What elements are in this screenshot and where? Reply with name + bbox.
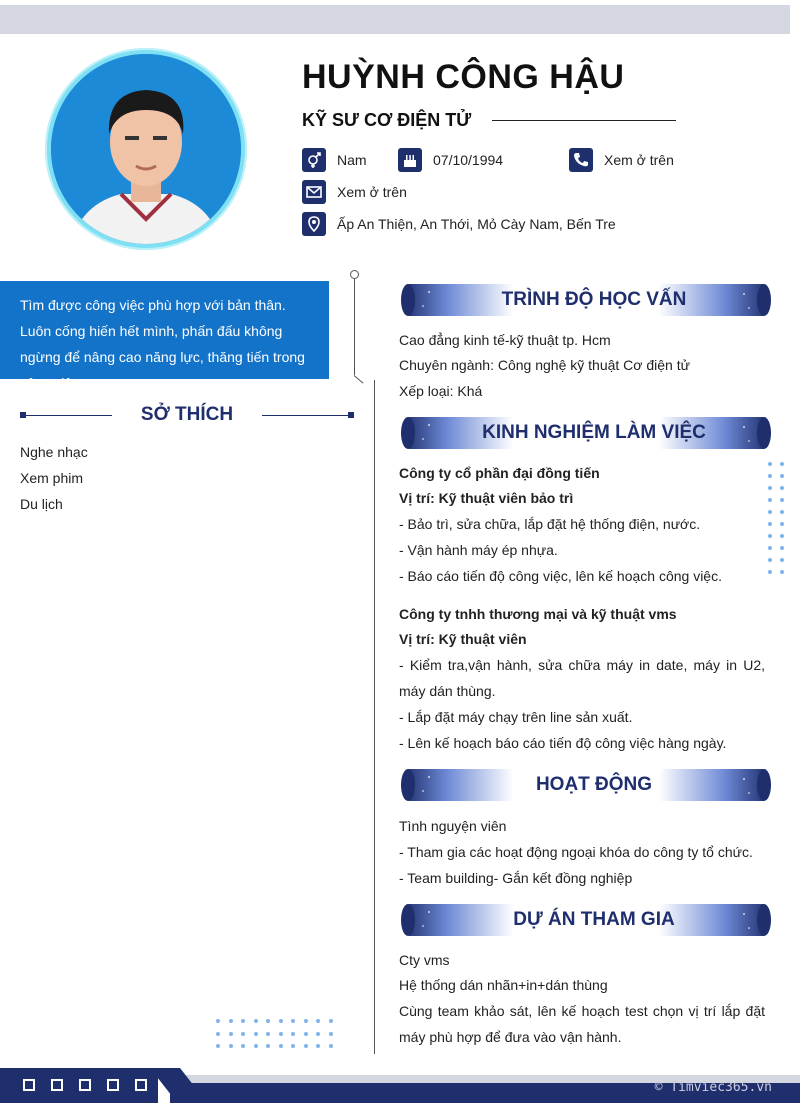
projects-header (399, 902, 773, 938)
divider (262, 415, 354, 416)
education-line: Cao đẳng kinh tế-kỹ thuật tp. Hcm (399, 332, 611, 348)
dot (768, 462, 772, 466)
project-line: Cty vms (399, 952, 450, 968)
career-objective: Tìm được công việc phù hợp với bản thân. Luôn cống hiến hết mình, phấn đấu không ngừng để nâng cao năng lực, thăng tiến trong công việc. (0, 281, 329, 379)
dot (329, 1019, 333, 1023)
education-line: Chuyên ngành: Công nghệ kỹ thuật Cơ điện tử (399, 357, 690, 373)
dot (254, 1044, 258, 1048)
experience-title: KINH NGHIỆM LÀM VIỆC (482, 422, 706, 443)
envelope-icon (302, 180, 326, 204)
timeline-connector (354, 375, 364, 383)
dot (291, 1044, 295, 1048)
dot (241, 1044, 245, 1048)
experience-header (399, 415, 773, 451)
footer-bar (0, 1068, 800, 1103)
dot (780, 498, 784, 502)
project-line: Cùng team khảo sát, lên kế hoạch test chọn vị trí lắp đặt máy phù hợp để đưa vào vận hành. (399, 1003, 765, 1045)
birthday-value: 07/10/1994 (433, 152, 504, 168)
dot (780, 534, 784, 538)
dot (329, 1044, 333, 1048)
dot (316, 1019, 320, 1023)
projects-title: DỰ ÁN THAM GIA (513, 909, 675, 930)
divider (20, 415, 112, 416)
project-line: Hệ thống dán nhãn+in+dán thùng (399, 977, 608, 993)
divider-square (348, 412, 354, 418)
job-task: - Bảo trì, sửa chữa, lắp đặt hệ thống điện, nước. (399, 516, 701, 532)
hobby-item: Du lịch (20, 496, 63, 512)
dot (316, 1044, 320, 1048)
dot (266, 1019, 270, 1023)
activity-line: Tình nguyện viên (399, 818, 507, 834)
decorative-dots (216, 1019, 340, 1059)
job-task: - Báo cáo tiến độ công việc, lên kế hoạch công việc. (399, 568, 722, 584)
dot (216, 1019, 220, 1023)
square-icon (79, 1079, 91, 1091)
job-title: KỸ SƯ CƠ ĐIỆN TỬ (302, 110, 472, 130)
dot (279, 1044, 283, 1048)
gender-row (302, 148, 367, 172)
dot (768, 510, 772, 514)
dot (780, 462, 784, 466)
gender-value: Nam (337, 152, 367, 168)
hobby-item: Nghe nhạc (20, 444, 88, 460)
address-value: Ấp An Thiện, An Thới, Mỏ Cày Nam, Bến Tre (337, 216, 616, 232)
timeline-line (374, 380, 375, 1054)
dot (279, 1032, 283, 1036)
phone-value: Xem ở trên (604, 152, 674, 168)
square-icon (23, 1079, 35, 1091)
dot (780, 558, 784, 562)
dot (780, 474, 784, 478)
job-position: Vị trí: Kỹ thuật viên bảo trì (399, 490, 574, 506)
job-position: Vị trí: Kỹ thuật viên (399, 631, 527, 647)
dot (254, 1019, 258, 1023)
job-title-underline (492, 120, 676, 121)
dot (768, 534, 772, 538)
dot (216, 1044, 220, 1048)
activities-header (399, 767, 773, 803)
square-icon (135, 1079, 147, 1091)
activities-title: HOẠT ĐỘNG (535, 774, 653, 795)
address-row (302, 212, 616, 236)
dot (780, 510, 784, 514)
dot (229, 1019, 233, 1023)
square-icon (51, 1079, 63, 1091)
company-name: Công ty tnhh thương mại và kỹ thuật vms (399, 606, 677, 622)
profile-photo (51, 54, 241, 244)
dot (266, 1032, 270, 1036)
dot (329, 1032, 333, 1036)
hobbies-header (20, 404, 354, 430)
activity-line: - Team building- Gắn kết đồng nghiệp (399, 870, 633, 886)
dot (229, 1044, 233, 1048)
dot (241, 1032, 245, 1036)
company-name: Công ty cổ phần đại đồng tiến (399, 465, 600, 481)
dot (768, 522, 772, 526)
job-task: - Kiểm tra,vận hành, sửa chữa máy in date, máy in U2, máy dán thùng. (399, 657, 765, 699)
dot (291, 1019, 295, 1023)
timeline-stem (354, 279, 355, 375)
hobbies-title: SỞ THÍCH (140, 404, 234, 425)
location-pin-icon (302, 212, 326, 236)
birthday-row (398, 148, 503, 172)
dot (304, 1032, 308, 1036)
gender-icon (302, 148, 326, 172)
phone-row (569, 148, 674, 172)
dot (266, 1044, 270, 1048)
decorative-dots (768, 462, 788, 582)
dot (780, 546, 784, 550)
job-task: - Lên kế hoạch báo cáo tiến độ công việc hàng ngày. (399, 735, 727, 751)
dot (768, 570, 772, 574)
dot (780, 522, 784, 526)
dot (304, 1019, 308, 1023)
dot (254, 1032, 258, 1036)
dot (241, 1019, 245, 1023)
dot (768, 486, 772, 490)
dot (768, 474, 772, 478)
dot (279, 1019, 283, 1023)
divider-square (20, 412, 26, 418)
email-row (302, 180, 407, 204)
hobby-item: Xem phim (20, 470, 84, 486)
education-line: Xếp loại: Khá (399, 383, 483, 399)
dot (780, 486, 784, 490)
dot (216, 1032, 220, 1036)
dot (768, 498, 772, 502)
top-banner (0, 5, 790, 34)
dot (304, 1044, 308, 1048)
watermark: © Timviec365.vn (654, 1080, 772, 1095)
cake-icon (398, 148, 422, 172)
avatar (45, 48, 247, 250)
phone-icon (569, 148, 593, 172)
candidate-name: HUỲNH CÔNG HẬU (302, 58, 625, 96)
email-value: Xem ở trên (337, 184, 407, 200)
square-icon (107, 1079, 119, 1091)
dot (768, 558, 772, 562)
dot (316, 1032, 320, 1036)
dot (291, 1032, 295, 1036)
dot (768, 546, 772, 550)
job-task: - Lắp đặt máy chạy trên line sản xuất. (399, 709, 633, 725)
timeline-dot (350, 270, 359, 279)
education-header (399, 282, 773, 318)
job-task: - Vận hành máy ép nhựa. (399, 542, 558, 558)
education-title: TRÌNH ĐỘ HỌC VẤN (501, 289, 687, 310)
activity-line: - Tham gia các hoạt động ngoại khóa do công ty tổ chức. (399, 844, 753, 860)
dot (780, 570, 784, 574)
dot (229, 1032, 233, 1036)
